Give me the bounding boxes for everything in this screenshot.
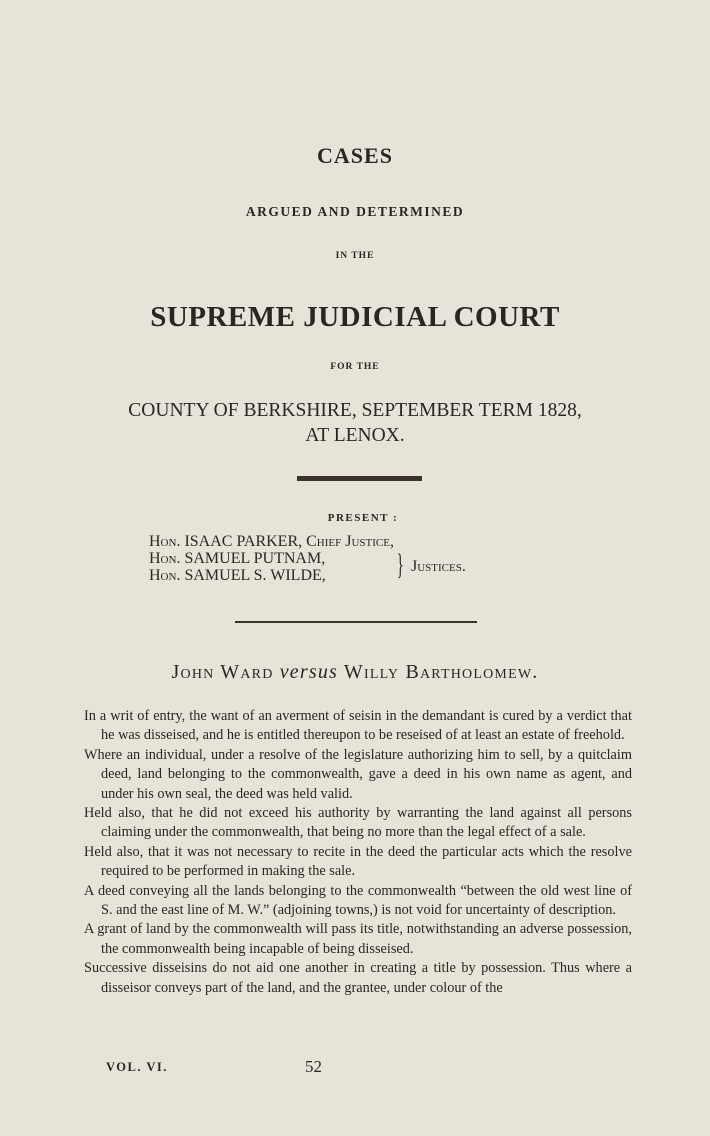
subtitle-in-the: IN THE (335, 251, 375, 261)
headnote: Where an individual, under a resolve of the legislature authorizing him to sell, by a quitclaim deed, land belonging to the commonwealth, gave a deed in his own name as agent, and under his own seal, the deed was held valid. (84, 746, 632, 802)
headnote: Held also, that he did not exceed his authority by warranting the land against all persons claiming under the commonwealth, that being no more than the legal effect of a sale. (84, 805, 632, 841)
title-cases: CASES (317, 143, 393, 168)
headnote: In a writ of entry, the want of an averment of seisin in the demandant is cured by a verdict that he was disseised, and he is entitled thereupon to be reseised of at least an estate of freehold. (84, 708, 632, 744)
divider-rule (297, 476, 422, 481)
justice-2: Hon. SAMUEL PUTNAM, (149, 550, 326, 567)
county-term (0, 398, 710, 448)
headnote: A deed conveying all the lands belonging to the commonwealth “between the old west line of S. and the east line of M. W.” (adjoining towns,) is not void for uncertainty of description. (84, 882, 632, 919)
subtitle-for-the: FOR THE (330, 362, 380, 372)
headnote: Successive disseisins do not aid one another in creating a title by possession. Thus where a disseisor conveys part of the land, and the grantee, under colour of the (84, 960, 632, 996)
headnotes (84, 707, 632, 998)
justice-3: Hon. SAMUEL S. WILDE, (149, 567, 326, 584)
divider-rule (235, 621, 477, 623)
justices-list (149, 533, 466, 584)
subtitle-argued: ARGUED AND DETERMINED (245, 204, 465, 219)
brace-icon: } (396, 548, 404, 581)
court-name: SUPREME JUDICIAL COURT (150, 301, 560, 333)
present-label: PRESENT : (327, 512, 399, 524)
signature-number: 52 (305, 1057, 322, 1076)
county-line-1: COUNTY OF BERKSHIRE, SEPTEMBER TERM 1828, (128, 400, 582, 421)
justice-1: Hon. ISAAC PARKER, Chief Justice, (149, 533, 394, 550)
county-line-2: AT LENOX. (305, 425, 405, 446)
justices-title: Justices. (411, 558, 466, 575)
case-title: John Ward versus Willy Bartholomew. (171, 661, 539, 683)
volume-mark: VOL. VI. (106, 1060, 168, 1074)
headnote: A grant of land by the commonwealth will pass its title, notwithstanding an adverse possession, the commonwealth being incapable of being disseised. (84, 921, 632, 957)
headnote: Held also, that it was not necessary to recite in the deed the particular acts which the resolve required to be performed in making the sale. (84, 843, 632, 880)
